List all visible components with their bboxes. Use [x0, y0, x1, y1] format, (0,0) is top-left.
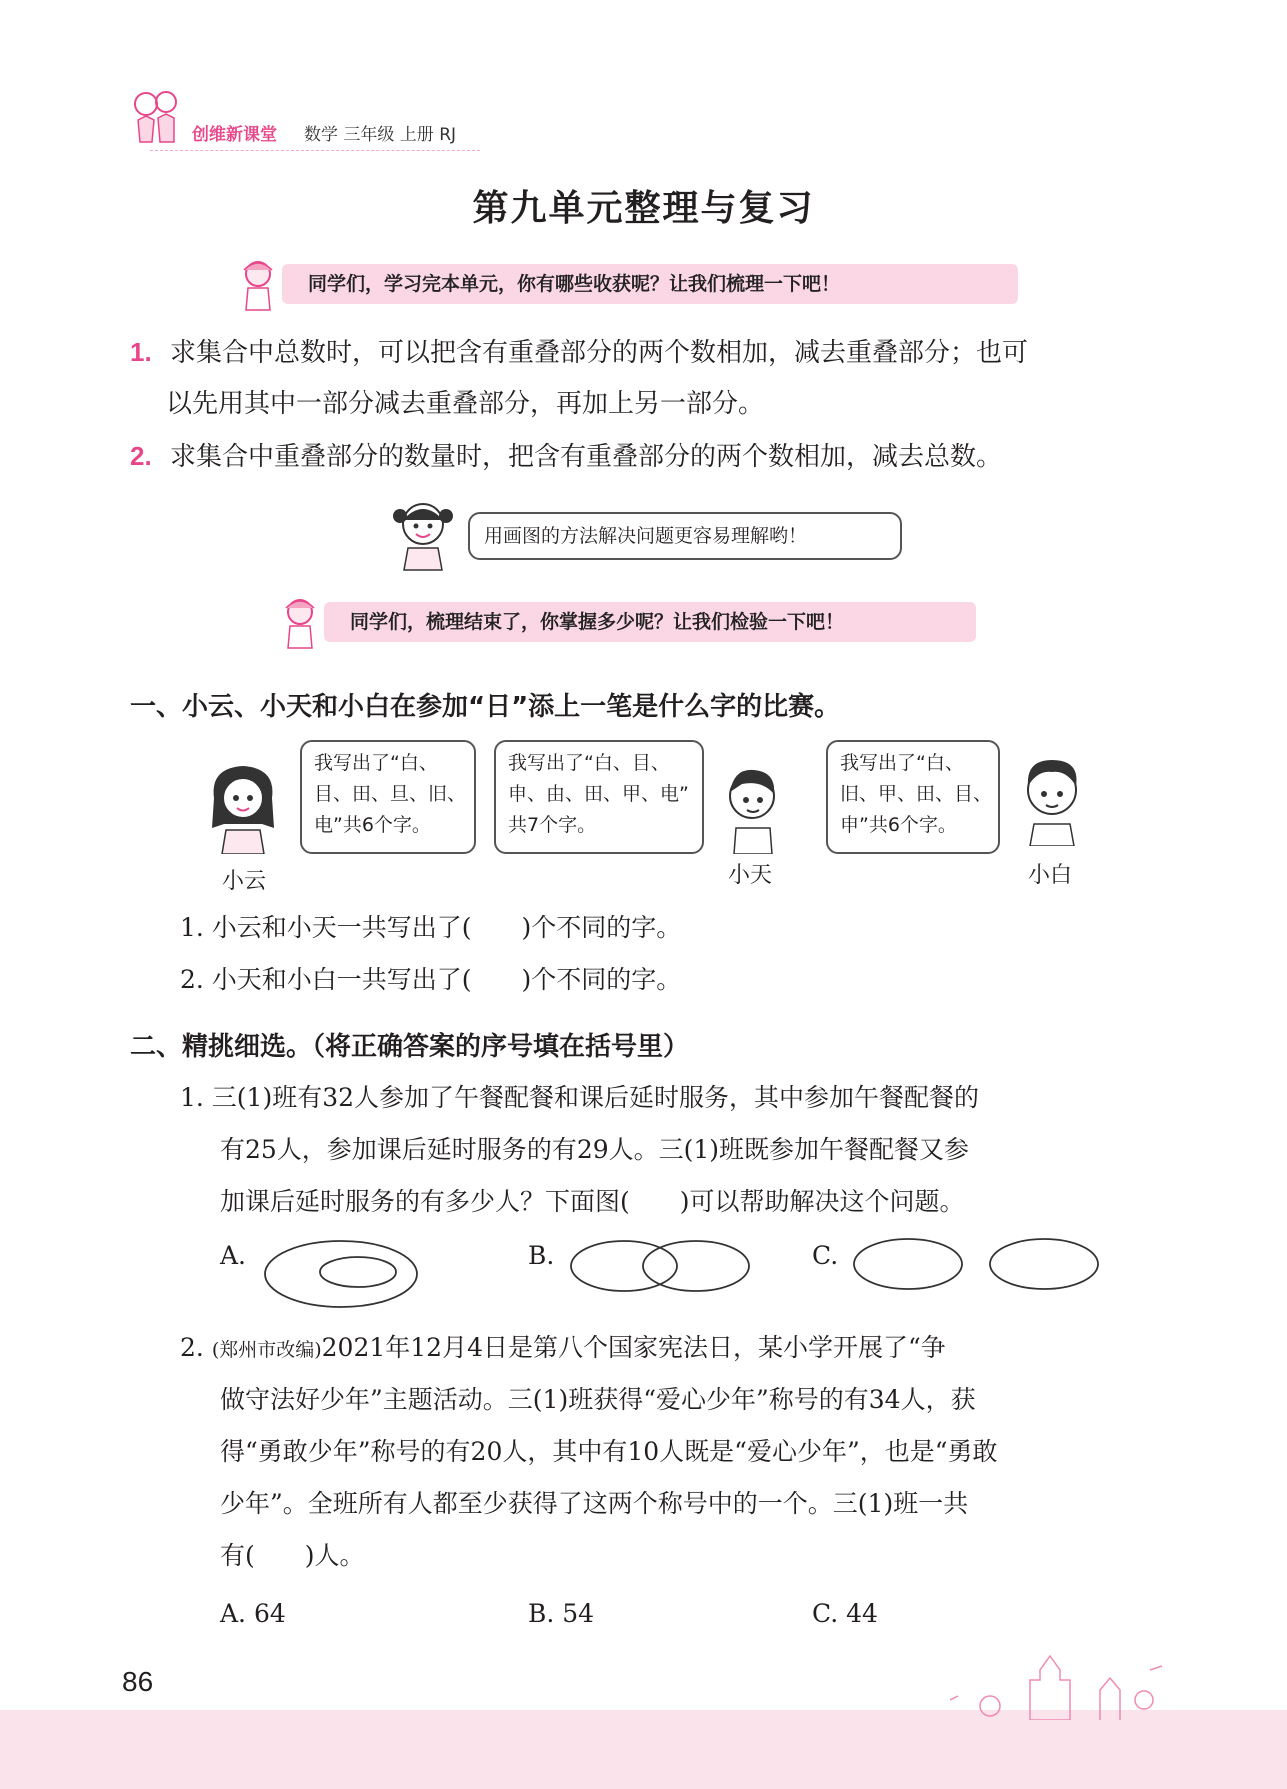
- q2-line-4: 少年”。全班所有人都至少获得了这两个称号中的一个。三(1)班一共: [220, 1489, 969, 1518]
- q2-line-1-text: 2021年12月4日是第八个国家宪法日，某小学开展了“争: [321, 1333, 946, 1362]
- bubble-line: 目、田、旦、旧、: [314, 783, 467, 805]
- bubble-line: 我写出了“白、目、: [508, 752, 670, 774]
- banner-review-intro: 同学们，学习完本单元，你有哪些收获呢？让我们梳理一下吧！: [282, 264, 1018, 304]
- xiaotian-icon: [712, 758, 786, 854]
- section-2-title: 二、精挑细选。（将正确答案的序号填在括号里）: [130, 1032, 690, 1062]
- diagram-option-b: [568, 1238, 756, 1294]
- page-number: 86: [122, 1666, 154, 1697]
- q2-line-1: [180, 1322, 946, 1376]
- bubble-line: 电”共6个字。: [314, 814, 431, 836]
- point-text: 求集合中总数时，可以把含有重叠部分的两个数相加，减去重叠部分；也可: [169, 338, 1028, 368]
- bubble-line: 我写出了“白、: [314, 752, 438, 774]
- q1-line-1: 1. 三(1)班有32人参加了午餐配餐和课后延时服务，其中参加午餐配餐的: [180, 1083, 980, 1112]
- teacher-mascot-icon: [234, 256, 282, 312]
- q2-line-2: 做守法好少年”主题活动。三(1)班获得“爱心少年”称号的有34人，获: [220, 1385, 976, 1414]
- section-1-question-1: 1. 小云和小天一共写出了( )个不同的字。: [180, 913, 682, 942]
- q2-option-a: A. 64: [220, 1599, 286, 1628]
- q2-line-3: 得“勇敢少年”称号的有20人，其中有10人既是“爱心少年”，也是“勇敢: [220, 1437, 998, 1466]
- q2-prefix: 2.: [180, 1333, 212, 1362]
- banner-check: 同学们，梳理结束了，你掌握多少呢？让我们检验一下吧！: [324, 602, 976, 642]
- diagram-option-a: [262, 1238, 420, 1310]
- section-1-title: 一、小云、小天和小白在参加“日”添上一笔是什么字的比赛。: [130, 692, 841, 722]
- speech-bubble-xiaoyun: [300, 740, 476, 854]
- q2-option-c: C. 44: [812, 1599, 878, 1628]
- bubble-line: 申、由、田、甲、电”: [508, 783, 689, 805]
- footer-band: [0, 1710, 1287, 1789]
- point-text: 求集合中重叠部分的数量时，把含有重叠部分的两个数相加，减去总数。: [169, 442, 1002, 472]
- point-1: [130, 326, 1160, 379]
- bubble-line: 共7个字。: [508, 814, 597, 836]
- q2-source: (郑州市改编): [211, 1339, 322, 1361]
- q1-line-2: 有25人，参加课后延时服务的有29人。三(1)班既参加午餐配餐又参: [220, 1135, 970, 1164]
- page-title: 第九单元整理与复习: [472, 188, 815, 229]
- speech-bubble-xiaobai: [826, 740, 1000, 854]
- q1-line-3: 加课后延时服务的有多少人？下面图( )可以帮助解决这个问题。: [220, 1187, 965, 1216]
- q1-option-a-label: A.: [220, 1241, 247, 1270]
- name-xiaotian: 小天: [728, 863, 773, 888]
- header-mascot-icon: [126, 86, 186, 150]
- header-divider: [150, 150, 480, 151]
- bubble-line: 旧、甲、田、目、: [840, 783, 993, 805]
- point-number: 1.: [130, 337, 152, 367]
- diagram-option-c: [852, 1236, 1102, 1292]
- point-number: 2.: [130, 441, 152, 471]
- tip-bubble: [468, 512, 902, 560]
- q2-line-5: 有( )人。: [220, 1541, 365, 1570]
- xiaobai-icon: [1012, 750, 1092, 846]
- bubble-line: 申”共6个字。: [840, 814, 957, 836]
- q2-option-b: B. 54: [528, 1599, 595, 1628]
- tip-text: 用画图的方法解决问题更容易理解哟！: [484, 525, 808, 547]
- point-2: [130, 430, 1160, 483]
- speech-bubble-xiaotian: [494, 740, 704, 854]
- header-brand: 创维新课堂: [192, 125, 277, 145]
- q1-option-b-label: B.: [528, 1241, 555, 1270]
- xiaoyun-icon: [206, 758, 280, 854]
- castle-decoration-icon: [950, 1650, 1170, 1720]
- q1-option-c-label: C.: [812, 1241, 839, 1270]
- bubble-line: 我写出了“白、: [840, 752, 964, 774]
- point-1-cont: 以先用其中一部分减去重叠部分，再加上另一部分。: [166, 389, 765, 419]
- teacher-mascot-icon: [276, 594, 324, 650]
- header-info: 数学 三年级 上册 RJ: [304, 125, 457, 145]
- girl-tip-icon: [388, 494, 458, 572]
- name-xiaoyun: 小云: [222, 869, 267, 894]
- name-xiaobai: 小白: [1028, 863, 1073, 888]
- section-1-question-2: 2. 小天和小白一共写出了( )个不同的字。: [180, 965, 682, 994]
